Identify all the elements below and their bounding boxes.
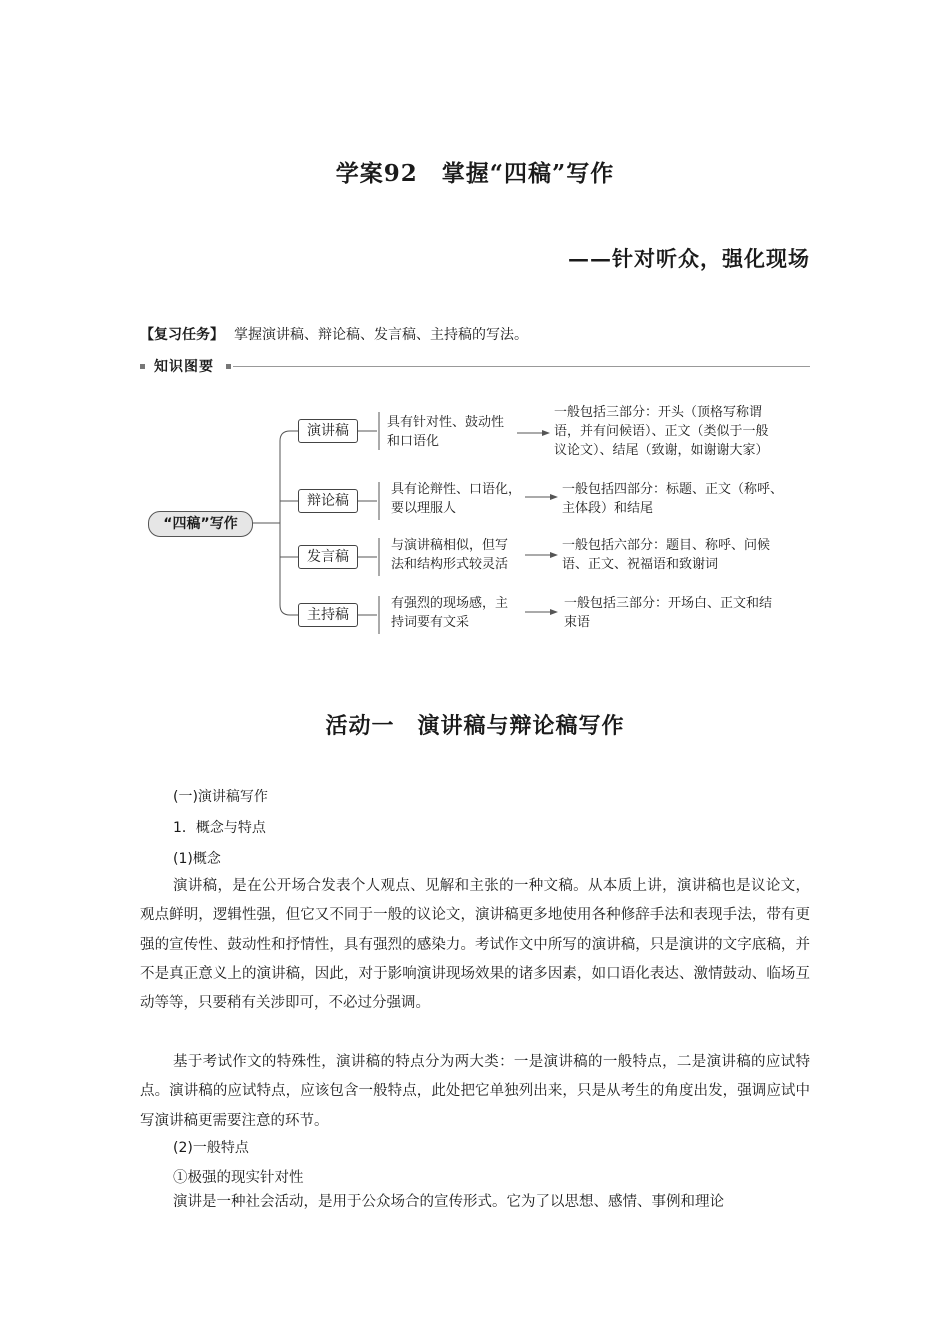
review-task-text: 掌握演讲稿、辩论稿、发言稿、主持稿的写法。 xyxy=(234,327,528,343)
structure-line: 议论文）、结尾（致谢，如谢谢大家） xyxy=(554,443,769,458)
point-heading: ①极强的现实针对性 xyxy=(173,1170,304,1186)
page-subtitle: ——针对听众，强化现场 xyxy=(568,246,810,271)
feature-line: 要以理服人 xyxy=(391,501,457,516)
mind-map-root: “四稿”写作 xyxy=(148,511,253,537)
knowledge-map-header xyxy=(140,355,810,377)
section-heading: (一)演讲稿写作 xyxy=(173,789,268,805)
feature-line: 和口语化 xyxy=(387,434,440,449)
structure-statement xyxy=(562,536,770,574)
structure-line: 束语 xyxy=(564,615,591,630)
knowledge-map-heading: 知识图要 xyxy=(154,359,214,375)
bullet-square-icon xyxy=(140,364,145,369)
feature-debate xyxy=(391,480,521,518)
review-task xyxy=(140,324,528,344)
paragraph: 基于考试作文的特殊性，演讲稿的特点分为两大类：一是演讲稿的一般特点，二是演讲稿的应试特点。演讲稿的应试特点，应该包含一般特点，此处把它单独列出来，只是从考生的角度出发，强调应试中写演讲稿更需要注意的环节。 xyxy=(140,1054,810,1129)
feature-line: 法和结构形式较灵活 xyxy=(391,557,509,572)
activity-title: 活动一 演讲稿与辩论稿写作 xyxy=(325,713,625,739)
feature-line: 具有论辩性、口语化， xyxy=(391,482,522,497)
structure-line: 一般包括三部分：开场白、正文和结 xyxy=(564,596,773,611)
feature-line: 与演讲稿相似，但写 xyxy=(391,538,509,553)
feature-line: 有强烈的现场感，主 xyxy=(391,596,509,611)
feature-speech xyxy=(387,413,504,451)
divider xyxy=(233,366,810,367)
branch-host: 主持稿 xyxy=(298,603,358,627)
subsection-heading: (2)一般特点 xyxy=(173,1140,249,1156)
page-title: 学案92 掌握“四稿”写作 xyxy=(335,160,615,187)
branch-statement: 发言稿 xyxy=(298,545,358,569)
feature-statement xyxy=(391,536,508,574)
branch-speech: 演讲稿 xyxy=(298,419,358,443)
structure-line: 主体段）和结尾 xyxy=(562,501,654,516)
branch-debate: 辩论稿 xyxy=(298,489,358,513)
feature-line: 具有针对性、鼓动性 xyxy=(387,415,505,430)
paragraph: 演讲稿，是在公开场合发表个人观点、见解和主张的一种文稿。从本质上讲，演讲稿也是议论文，观点鲜明，逻辑性强，但它又不同于一般的议论文，演讲稿更多地使用各种修辞手法和表现手法，带有更强的宣传性、鼓动性和抒情性，具有强烈的感染力。考试作文中所写的演讲稿，只是演讲的文字底稿，并不是真正意义上的演讲稿，因此，对于影响演讲现场效果的诸多因素，如口语化表达、激情鼓动、临场互动等等，只要稍有关涉即可，不必过分强调。 xyxy=(140,878,810,1012)
paragraph: 演讲是一种社会活动，是用于公众场合的宣传形式。它为了以思想、感情、事例和理论 xyxy=(173,1194,724,1210)
structure-line: 一般包括四部分：标题、正文（称呼、 xyxy=(562,482,784,497)
bullet-square-icon xyxy=(226,364,231,369)
structure-line: 一般包括六部分：题目、称呼、问候 xyxy=(562,538,771,553)
structure-speech xyxy=(554,403,769,460)
mind-map xyxy=(140,395,820,645)
structure-line: 语、正文、祝福语和致谢词 xyxy=(562,557,719,572)
review-task-label: 【复习任务】 xyxy=(140,327,224,343)
structure-debate xyxy=(562,480,783,518)
structure-line: 语，并有问候语）、正文（类似于一般 xyxy=(554,424,769,439)
feature-line: 持词要有文采 xyxy=(391,615,470,630)
subsection-heading: (1)概念 xyxy=(173,851,221,867)
structure-host xyxy=(564,594,772,632)
subsection-heading: 1．概念与特点 xyxy=(173,820,266,836)
feature-host xyxy=(391,594,508,632)
structure-line: 一般包括三部分：开头（顶格写称谓 xyxy=(554,405,763,420)
